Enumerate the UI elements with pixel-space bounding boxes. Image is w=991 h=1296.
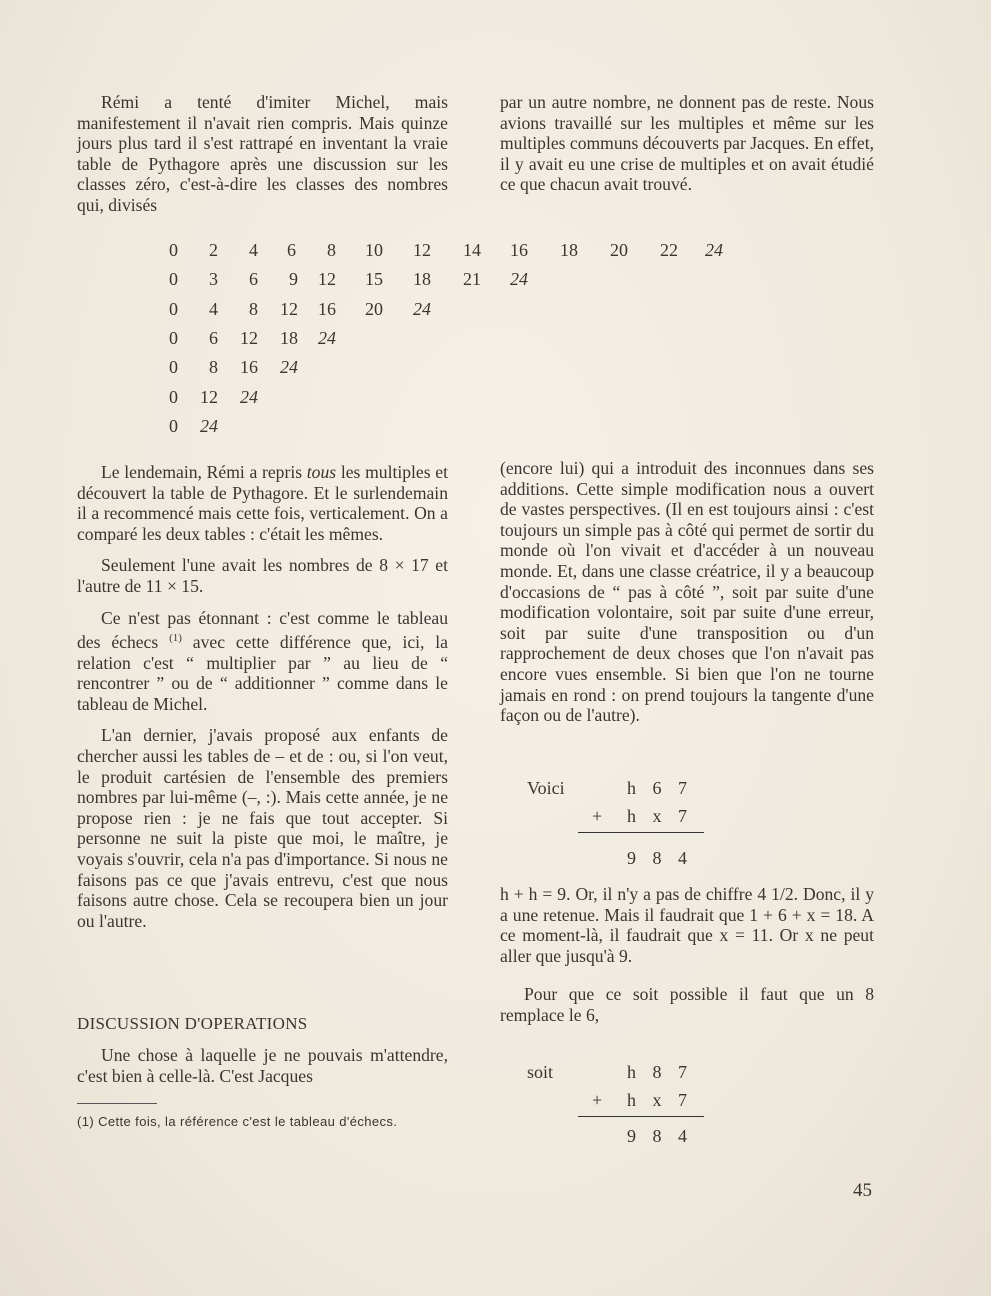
table-cell: 12: [318, 269, 336, 290]
paragraph: L'an dernier, j'avais proposé aux enfants de chercher aussi les tables de – et de : ou, si l'on veut, le produit cartésien de l'ensemble des premiers nombres par lui-même (–, :). Mais cette année, je ne propose rien : je ne fais que tout accepter. Si personne ne suit la piste que moi, le maître, je voyais s'ouvrir, cela n'a pas d'importance. Si nous ne faisons pas ce que j'avais entrevu, c'est que nous faisons autre chose. Cela se recoupera bien un jour ou l'autre.: [77, 725, 448, 931]
table-cell: 14: [463, 240, 481, 260]
table-cell: 8: [209, 357, 218, 378]
right-column-bottom: [500, 458, 874, 737]
table-cell: 12: [413, 240, 431, 260]
table-cell: 16: [240, 357, 258, 378]
calc-line: h x 7: [627, 1090, 693, 1110]
calc-line: h 6 7: [627, 778, 693, 798]
table-cell: 20: [365, 298, 383, 319]
plus-sign: +: [592, 1090, 609, 1110]
page-number: 45: [853, 1180, 872, 1201]
paragraph: h + h = 9. Or, il n'y a pas de chiffre 4 1/2. Donc, il y a une retenue. Mais il faudrait que 1 + 6 + x = 18. A ce moment-là, il faudrait que x = 11. Or x ne peut aller que jusqu'à 9.: [500, 884, 874, 966]
table-cell: 12: [200, 386, 218, 407]
table-cell: 6: [249, 269, 258, 290]
table-cell: 24: [705, 240, 723, 260]
table-cell: 2: [209, 240, 218, 260]
table-cell: 4: [249, 240, 258, 260]
table-cell: 21: [463, 269, 481, 290]
table-cell: 20: [610, 240, 628, 260]
table-cell: 10: [365, 240, 383, 260]
right-column-top: [500, 92, 874, 206]
table-cell: 0: [169, 327, 178, 348]
table-cell: 0: [169, 240, 178, 260]
table-cell: 0: [169, 386, 178, 407]
table-cell: 8: [249, 298, 258, 319]
table-cell: 0: [169, 298, 178, 319]
table-cell: 3: [209, 269, 218, 290]
table-cell: 0: [169, 415, 178, 436]
table-cell: 15: [365, 269, 383, 290]
table-cell: 24: [280, 357, 298, 378]
left-column-end: [77, 1045, 448, 1097]
table-cell: 16: [510, 240, 528, 260]
calc-result: 9 8 4: [627, 848, 693, 868]
paragraph: Rémi a tenté d'imiter Michel, mais manifestement il n'avait rien compris. Mais quinze jours plus tard il s'est rattrapé en inventant la vraie table de Pythagore après une discussion sur les classes zéro, c'est-à-dire les classes des nombres qui, divisés: [77, 92, 448, 215]
paragraph: Une chose à laquelle je ne pouvais m'attendre, c'est bien à celle-là. C'est Jacques: [77, 1045, 448, 1086]
table-cell: 16: [318, 298, 336, 319]
paragraph: par un autre nombre, ne donnent pas de reste. Nous avions travaillé sur les multiples et même sur les multiples communs découverts par Jacques. En effet, il y avait eu une crise de multiples et on avait étudié ce que chacun avait trouvé.: [500, 92, 874, 195]
table-cell: 18: [413, 269, 431, 290]
calc-label: Voici: [527, 778, 565, 798]
table-cell: 12: [280, 298, 298, 319]
table-cell: 0: [169, 269, 178, 290]
calc-line: h x 7: [627, 806, 693, 826]
table-cell: 24: [510, 269, 528, 290]
sum-rule: [578, 832, 704, 833]
table-cell: 18: [560, 240, 578, 260]
table-cell: 9: [289, 269, 298, 290]
table-cell: 8: [327, 240, 336, 260]
table-cell: 4: [209, 298, 218, 319]
right-column-mid: [500, 884, 874, 1037]
calc-label: soit: [527, 1062, 554, 1082]
paragraph: (encore lui) qui a introduit des inconnues dans ses additions. Cette simple modification nous a ouvert de vastes perspectives. (Il en est toujours ainsi : c'est toujours un simple pas à côté qui permet de sortir du monde où l'on vivait et d'accéder à un nouveau monde. Et, dans une classe créatrice, il y a beaucoup d'occasions de “ pas à côté ”, soit par suite d'une modification volontaire, soit par suite d'une erreur, soit par suite d'une transposition ou d'un rapprochement de deux choses que l'on n'avait pas encore vues ensemble. Si bien que l'on ne tourne jamais en rond : on prend toujours la tangente d'une façon ou de l'autre).: [500, 458, 874, 726]
table-cell: 0: [169, 357, 178, 378]
plus-sign: +: [592, 806, 609, 826]
paragraph: Pour que ce soit possible il faut que un 8 remplace le 6,: [500, 984, 874, 1025]
table-cell: 24: [200, 415, 218, 436]
left-column-top: [77, 92, 448, 227]
footnote-ref: (1): [169, 632, 182, 645]
section-heading: DISCUSSION D'OPERATIONS: [77, 1014, 308, 1033]
table-cell: 6: [209, 327, 218, 348]
table-cell: 22: [660, 240, 678, 260]
footnote: (1) Cette fois, la référence c'est le tableau d'échecs.: [77, 1114, 398, 1129]
table-cell: 6: [287, 240, 296, 260]
sum-rule: [578, 1116, 704, 1117]
table-cell: 24: [240, 386, 258, 407]
left-column-bottom: [77, 462, 448, 942]
table-cell: 24: [413, 298, 431, 319]
footnote-rule: [77, 1103, 157, 1104]
paragraph: Seulement l'une avait les nombres de 8 × 17 et l'autre de 11 × 15.: [77, 555, 448, 596]
calc-line: h 8 7: [627, 1062, 693, 1082]
paragraph: Ce n'est pas étonnant : c'est comme le tableau des échecs $^{(1)}$ avec cette différence que, ici, la relation c'est “ multiplier par ” au lieu de “ rencontrer ” ou de “ additionner ” comme dans le tableau de Michel.: [77, 607, 448, 714]
paragraph: Le lendemain, Rémi a repris tous les multiples et découvert la table de Pythagore. Et le surlendemain il a recommencé mais cette fois, verticalement. On a comparé les deux tables : c'était les mêmes.: [77, 462, 448, 544]
table-cell: 18: [280, 327, 298, 348]
table-cell: 24: [318, 327, 336, 348]
calc-result: 9 8 4: [627, 1126, 693, 1146]
table-cell: 12: [240, 327, 258, 348]
